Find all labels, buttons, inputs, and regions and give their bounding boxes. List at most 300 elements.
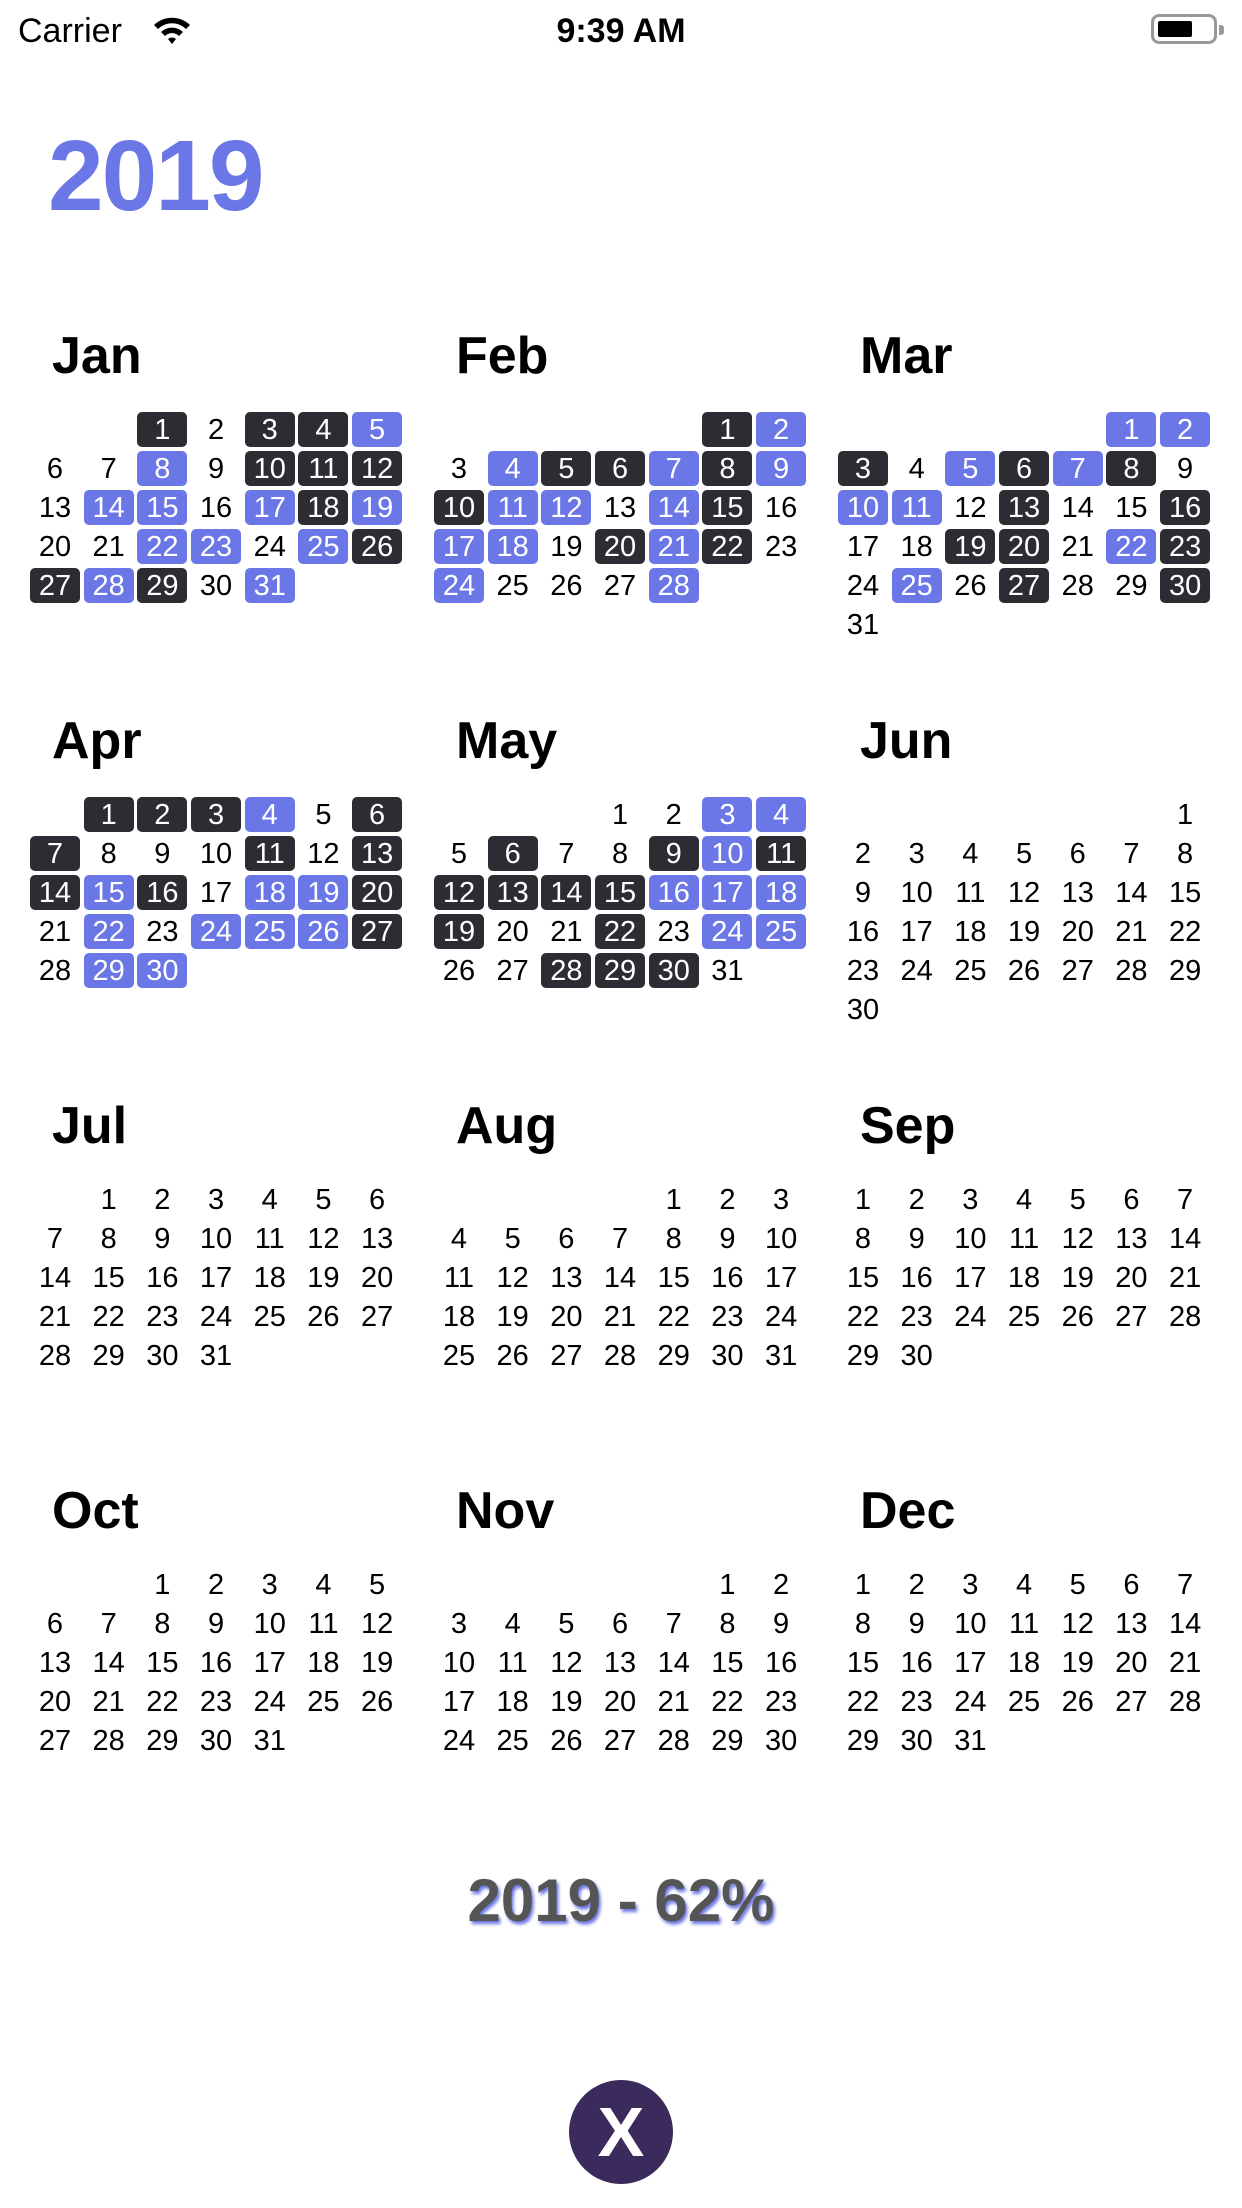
- day-cell[interactable]: 9: [756, 451, 806, 486]
- day-cell[interactable]: 16: [146, 1262, 179, 1294]
- day-cell[interactable]: 28: [1115, 955, 1148, 987]
- day-cell[interactable]: 5: [1069, 1184, 1086, 1216]
- day-cell[interactable]: 22: [595, 914, 645, 949]
- day-cell[interactable]: 16: [199, 492, 233, 524]
- day-cell[interactable]: 23: [900, 1686, 933, 1718]
- day-cell[interactable]: 6: [488, 836, 538, 871]
- day-cell[interactable]: 27: [360, 1301, 394, 1333]
- day-cell[interactable]: 13: [603, 492, 637, 524]
- day-cell[interactable]: 30: [649, 953, 699, 988]
- day-cell[interactable]: 12: [1061, 1223, 1094, 1255]
- day-cell[interactable]: 6: [352, 797, 402, 832]
- day-cell[interactable]: 24: [434, 568, 484, 603]
- day-cell[interactable]: 27: [550, 1340, 583, 1372]
- day-cell[interactable]: 20: [595, 529, 645, 564]
- day-cell[interactable]: 20: [550, 1301, 583, 1333]
- day-cell[interactable]: 29: [92, 1340, 125, 1372]
- day-cell[interactable]: 9: [773, 1608, 790, 1640]
- day-cell[interactable]: 4: [1015, 1569, 1033, 1601]
- day-cell[interactable]: 9: [719, 1223, 736, 1255]
- day-cell[interactable]: 13: [360, 1223, 394, 1255]
- day-cell[interactable]: 4: [756, 797, 806, 832]
- day-cell[interactable]: 11: [443, 1262, 475, 1294]
- day-cell[interactable]: 21: [1168, 1647, 1202, 1679]
- day-cell[interactable]: 23: [846, 955, 880, 987]
- day-cell[interactable]: 17: [764, 1262, 798, 1294]
- day-cell[interactable]: 26: [298, 914, 348, 949]
- day-cell[interactable]: 30: [711, 1340, 744, 1372]
- day-cell[interactable]: 8: [100, 838, 117, 870]
- day-cell[interactable]: 22: [137, 529, 187, 564]
- day-cell[interactable]: 4: [315, 1569, 332, 1601]
- day-cell[interactable]: 1: [100, 1184, 117, 1216]
- day-cell[interactable]: 28: [92, 1725, 125, 1757]
- day-cell[interactable]: 28: [649, 568, 699, 603]
- day-cell[interactable]: 2: [773, 1569, 790, 1601]
- day-cell[interactable]: 1: [154, 1569, 171, 1601]
- day-cell[interactable]: 3: [450, 1608, 468, 1640]
- day-cell[interactable]: 14: [30, 875, 80, 910]
- day-cell[interactable]: 4: [245, 797, 295, 832]
- day-cell[interactable]: 28: [1168, 1301, 1202, 1333]
- day-cell[interactable]: 26: [442, 955, 476, 987]
- day-cell[interactable]: 2: [665, 799, 682, 831]
- day-cell[interactable]: 13: [352, 836, 402, 871]
- day-cell[interactable]: 14: [541, 875, 591, 910]
- day-cell[interactable]: 28: [1061, 570, 1094, 602]
- day-cell[interactable]: 19: [1061, 1262, 1094, 1294]
- day-cell[interactable]: 23: [711, 1301, 744, 1333]
- day-cell[interactable]: 23: [146, 916, 179, 948]
- day-cell[interactable]: 11: [308, 1608, 339, 1640]
- day-cell[interactable]: 6: [595, 451, 645, 486]
- day-cell[interactable]: 19: [1061, 1647, 1094, 1679]
- day-cell[interactable]: 29: [137, 568, 187, 603]
- day-cell[interactable]: 7: [665, 1608, 682, 1640]
- day-cell[interactable]: 14: [84, 490, 134, 525]
- day-cell[interactable]: 8: [1177, 838, 1194, 870]
- day-cell[interactable]: 17: [434, 529, 484, 564]
- day-cell[interactable]: 26: [307, 1301, 340, 1333]
- day-cell[interactable]: 8: [611, 838, 629, 870]
- day-cell[interactable]: 5: [558, 1608, 575, 1640]
- day-cell[interactable]: 11: [892, 490, 942, 525]
- day-cell[interactable]: 18: [298, 490, 348, 525]
- day-cell[interactable]: 24: [764, 1301, 798, 1333]
- day-cell[interactable]: 24: [253, 531, 286, 563]
- day-cell[interactable]: 13: [550, 1262, 583, 1294]
- day-cell[interactable]: 10: [954, 1223, 987, 1255]
- day-cell[interactable]: 27: [38, 1725, 72, 1757]
- day-cell[interactable]: 8: [702, 451, 752, 486]
- day-cell[interactable]: 14: [1168, 1223, 1202, 1255]
- day-cell[interactable]: 16: [137, 875, 187, 910]
- day-cell[interactable]: 10: [702, 836, 752, 871]
- day-cell[interactable]: 17: [900, 916, 933, 948]
- day-cell[interactable]: 17: [199, 877, 233, 909]
- day-cell[interactable]: 15: [846, 1647, 880, 1679]
- day-cell[interactable]: 14: [657, 1647, 690, 1679]
- day-cell[interactable]: 25: [307, 1686, 340, 1718]
- day-cell[interactable]: 6: [999, 451, 1049, 486]
- day-cell[interactable]: 26: [352, 529, 402, 564]
- day-cell[interactable]: 16: [900, 1262, 933, 1294]
- day-cell[interactable]: 11: [298, 451, 348, 486]
- day-cell[interactable]: 23: [191, 529, 241, 564]
- day-cell[interactable]: 7: [1177, 1569, 1194, 1601]
- day-cell[interactable]: 5: [369, 1569, 386, 1601]
- day-cell[interactable]: 1: [854, 1569, 872, 1601]
- day-cell[interactable]: 8: [154, 1608, 171, 1640]
- day-cell[interactable]: 30: [900, 1725, 933, 1757]
- day-cell[interactable]: 17: [702, 875, 752, 910]
- day-cell[interactable]: 14: [649, 490, 699, 525]
- day-cell[interactable]: 4: [488, 451, 538, 486]
- day-cell[interactable]: 15: [1168, 877, 1202, 909]
- day-cell[interactable]: 20: [1115, 1647, 1148, 1679]
- day-cell[interactable]: 23: [764, 1686, 798, 1718]
- day-cell[interactable]: 25: [298, 529, 348, 564]
- day-cell[interactable]: 24: [191, 914, 241, 949]
- day-cell[interactable]: 23: [657, 916, 690, 948]
- day-cell[interactable]: 17: [245, 490, 295, 525]
- day-cell[interactable]: 10: [199, 1223, 233, 1255]
- day-cell[interactable]: 31: [764, 1340, 798, 1372]
- day-cell[interactable]: 9: [854, 877, 872, 909]
- day-cell[interactable]: 11: [254, 1223, 285, 1255]
- day-cell[interactable]: 27: [1115, 1686, 1148, 1718]
- day-cell[interactable]: 26: [1061, 1301, 1094, 1333]
- day-cell[interactable]: 24: [954, 1301, 987, 1333]
- day-cell[interactable]: 22: [84, 914, 134, 949]
- day-cell[interactable]: 26: [550, 1725, 583, 1757]
- day-cell[interactable]: 2: [854, 838, 872, 870]
- day-cell[interactable]: 2: [207, 1569, 225, 1601]
- day-cell[interactable]: 4: [450, 1223, 468, 1255]
- day-cell[interactable]: 3: [702, 797, 752, 832]
- day-cell[interactable]: 31: [954, 1725, 987, 1757]
- day-cell[interactable]: 3: [962, 1569, 979, 1601]
- day-cell[interactable]: 24: [199, 1301, 233, 1333]
- day-cell[interactable]: 26: [550, 570, 583, 602]
- day-cell[interactable]: 18: [1007, 1262, 1041, 1294]
- day-cell[interactable]: 9: [649, 836, 699, 871]
- day-cell[interactable]: 23: [900, 1301, 933, 1333]
- day-cell[interactable]: 30: [846, 994, 880, 1026]
- day-cell[interactable]: 1: [1177, 799, 1194, 831]
- day-cell[interactable]: 14: [1115, 877, 1148, 909]
- day-cell[interactable]: 6: [1123, 1569, 1140, 1601]
- day-cell[interactable]: 19: [945, 529, 995, 564]
- day-cell[interactable]: 8: [665, 1223, 682, 1255]
- day-cell[interactable]: 3: [191, 797, 241, 832]
- day-cell[interactable]: 20: [603, 1686, 637, 1718]
- day-cell[interactable]: 14: [603, 1262, 637, 1294]
- day-cell[interactable]: 8: [719, 1608, 736, 1640]
- day-cell[interactable]: 21: [657, 1686, 690, 1718]
- day-cell[interactable]: 8: [100, 1223, 117, 1255]
- day-cell[interactable]: 19: [298, 875, 348, 910]
- day-cell[interactable]: 9: [908, 1223, 925, 1255]
- day-cell[interactable]: 4: [261, 1184, 278, 1216]
- day-cell[interactable]: 5: [945, 451, 995, 486]
- day-cell[interactable]: 13: [38, 1647, 72, 1679]
- day-cell[interactable]: 6: [369, 1184, 386, 1216]
- day-cell[interactable]: 19: [360, 1647, 394, 1679]
- day-cell[interactable]: 3: [261, 1569, 278, 1601]
- day-cell[interactable]: 12: [307, 1223, 340, 1255]
- day-cell[interactable]: 15: [702, 490, 752, 525]
- day-cell[interactable]: 16: [764, 1647, 798, 1679]
- day-cell[interactable]: 13: [603, 1647, 637, 1679]
- day-cell[interactable]: 15: [84, 875, 134, 910]
- day-cell[interactable]: 17: [442, 1686, 476, 1718]
- day-cell[interactable]: 17: [954, 1262, 987, 1294]
- day-cell[interactable]: 9: [207, 453, 225, 485]
- day-cell[interactable]: 22: [1168, 916, 1202, 948]
- day-cell[interactable]: 24: [702, 914, 752, 949]
- day-cell[interactable]: 18: [488, 529, 538, 564]
- day-cell[interactable]: 24: [442, 1725, 476, 1757]
- day-cell[interactable]: 22: [702, 529, 752, 564]
- day-cell[interactable]: 18: [1007, 1647, 1041, 1679]
- day-cell[interactable]: 3: [245, 412, 295, 447]
- day-cell[interactable]: 15: [846, 1262, 880, 1294]
- day-cell[interactable]: 18: [954, 916, 987, 948]
- day-cell[interactable]: 23: [1160, 529, 1210, 564]
- day-cell[interactable]: 6: [1123, 1184, 1140, 1216]
- day-cell[interactable]: 16: [846, 916, 880, 948]
- day-cell[interactable]: 9: [154, 1223, 171, 1255]
- day-cell[interactable]: 29: [1115, 570, 1148, 602]
- day-cell[interactable]: 21: [649, 529, 699, 564]
- day-cell[interactable]: 26: [1061, 1686, 1094, 1718]
- day-cell[interactable]: 30: [137, 953, 187, 988]
- day-cell[interactable]: 1: [719, 1569, 736, 1601]
- day-cell[interactable]: 25: [1007, 1301, 1041, 1333]
- day-cell[interactable]: 10: [199, 838, 233, 870]
- day-cell[interactable]: 27: [1061, 955, 1094, 987]
- day-cell[interactable]: 20: [38, 1686, 72, 1718]
- day-cell[interactable]: 12: [541, 490, 591, 525]
- day-cell[interactable]: 10: [253, 1608, 286, 1640]
- day-cell[interactable]: 7: [649, 451, 699, 486]
- day-cell[interactable]: 28: [38, 955, 72, 987]
- day-cell[interactable]: 21: [38, 916, 72, 948]
- day-cell[interactable]: 3: [773, 1184, 790, 1216]
- day-cell[interactable]: 2: [154, 1184, 171, 1216]
- day-cell[interactable]: 21: [92, 531, 125, 563]
- day-cell[interactable]: 10: [434, 490, 484, 525]
- day-cell[interactable]: 8: [1106, 451, 1156, 486]
- day-cell[interactable]: 13: [1115, 1608, 1148, 1640]
- day-cell[interactable]: 26: [360, 1686, 394, 1718]
- day-cell[interactable]: 13: [1061, 877, 1094, 909]
- day-cell[interactable]: 14: [38, 1262, 72, 1294]
- day-cell[interactable]: 21: [1168, 1262, 1202, 1294]
- day-cell[interactable]: 24: [253, 1686, 286, 1718]
- day-cell[interactable]: 2: [719, 1184, 736, 1216]
- day-cell[interactable]: 11: [756, 836, 806, 871]
- day-cell[interactable]: 5: [1015, 838, 1033, 870]
- day-cell[interactable]: 1: [137, 412, 187, 447]
- day-cell[interactable]: 30: [146, 1340, 179, 1372]
- day-cell[interactable]: 14: [1168, 1608, 1202, 1640]
- day-cell[interactable]: 27: [496, 955, 529, 987]
- day-cell[interactable]: 28: [1168, 1686, 1202, 1718]
- day-cell[interactable]: 7: [30, 836, 80, 871]
- day-cell[interactable]: 12: [1007, 877, 1041, 909]
- day-cell[interactable]: 6: [46, 453, 64, 485]
- day-cell[interactable]: 6: [1069, 838, 1086, 870]
- day-cell[interactable]: 16: [711, 1262, 744, 1294]
- day-cell[interactable]: 4: [962, 838, 979, 870]
- day-cell[interactable]: 2: [908, 1184, 925, 1216]
- day-cell[interactable]: 27: [30, 568, 80, 603]
- day-cell[interactable]: 10: [900, 877, 933, 909]
- day-cell[interactable]: 8: [854, 1608, 872, 1640]
- day-cell[interactable]: 6: [558, 1223, 575, 1255]
- day-cell[interactable]: 9: [207, 1608, 225, 1640]
- day-cell[interactable]: 5: [315, 799, 332, 831]
- day-cell[interactable]: 29: [84, 953, 134, 988]
- day-cell[interactable]: 31: [199, 1340, 233, 1372]
- day-cell[interactable]: 27: [352, 914, 402, 949]
- day-cell[interactable]: 8: [854, 1223, 872, 1255]
- day-cell[interactable]: 18: [442, 1301, 476, 1333]
- day-cell[interactable]: 3: [450, 453, 468, 485]
- day-cell[interactable]: 2: [207, 414, 225, 446]
- day-cell[interactable]: 22: [146, 1686, 179, 1718]
- day-cell[interactable]: 28: [541, 953, 591, 988]
- day-cell[interactable]: 31: [711, 955, 744, 987]
- day-cell[interactable]: 4: [298, 412, 348, 447]
- day-cell[interactable]: 14: [1061, 492, 1094, 524]
- day-cell[interactable]: 5: [450, 838, 468, 870]
- day-cell[interactable]: 22: [846, 1301, 880, 1333]
- day-cell[interactable]: 11: [245, 836, 295, 871]
- day-cell[interactable]: 22: [92, 1301, 125, 1333]
- day-cell[interactable]: 30: [1160, 568, 1210, 603]
- day-cell[interactable]: 29: [1168, 955, 1202, 987]
- day-cell[interactable]: 28: [38, 1340, 72, 1372]
- day-cell[interactable]: 29: [846, 1725, 880, 1757]
- day-cell[interactable]: 7: [1177, 1184, 1194, 1216]
- day-cell[interactable]: 1: [84, 797, 134, 832]
- day-cell[interactable]: 26: [954, 570, 987, 602]
- day-cell[interactable]: 26: [496, 1340, 529, 1372]
- day-cell[interactable]: 19: [352, 490, 402, 525]
- day-cell[interactable]: 15: [146, 1647, 179, 1679]
- day-cell[interactable]: 15: [595, 875, 645, 910]
- day-cell[interactable]: 18: [245, 875, 295, 910]
- close-button[interactable]: [569, 2080, 673, 2184]
- day-cell[interactable]: 6: [611, 1608, 629, 1640]
- day-cell[interactable]: 20: [38, 531, 72, 563]
- day-cell[interactable]: 29: [657, 1340, 690, 1372]
- day-cell[interactable]: 5: [541, 451, 591, 486]
- day-cell[interactable]: 29: [846, 1340, 880, 1372]
- day-cell[interactable]: 6: [46, 1608, 64, 1640]
- day-cell[interactable]: 15: [657, 1262, 690, 1294]
- day-cell[interactable]: 27: [603, 570, 637, 602]
- day-cell[interactable]: 1: [1106, 412, 1156, 447]
- day-cell[interactable]: 19: [307, 1262, 340, 1294]
- day-cell[interactable]: 21: [92, 1686, 125, 1718]
- day-cell[interactable]: 9: [1177, 453, 1194, 485]
- day-cell[interactable]: 25: [756, 914, 806, 949]
- day-cell[interactable]: 15: [711, 1647, 744, 1679]
- day-cell[interactable]: 16: [649, 875, 699, 910]
- day-cell[interactable]: 24: [954, 1686, 987, 1718]
- day-cell[interactable]: 3: [838, 451, 888, 486]
- day-cell[interactable]: 2: [137, 797, 187, 832]
- day-cell[interactable]: 31: [253, 1725, 286, 1757]
- day-cell[interactable]: 7: [100, 453, 117, 485]
- day-cell[interactable]: 7: [558, 838, 575, 870]
- day-cell[interactable]: 25: [954, 955, 987, 987]
- day-cell[interactable]: 30: [764, 1725, 798, 1757]
- day-cell[interactable]: 20: [496, 916, 529, 948]
- day-cell[interactable]: 19: [1007, 916, 1041, 948]
- day-cell[interactable]: 7: [1123, 838, 1140, 870]
- day-cell[interactable]: 15: [92, 1262, 125, 1294]
- day-cell[interactable]: 30: [199, 1725, 233, 1757]
- day-cell[interactable]: 28: [84, 568, 134, 603]
- day-cell[interactable]: 7: [100, 1608, 117, 1640]
- day-cell[interactable]: 20: [352, 875, 402, 910]
- day-cell[interactable]: 12: [360, 1608, 394, 1640]
- day-cell[interactable]: 22: [657, 1301, 690, 1333]
- day-cell[interactable]: 18: [496, 1686, 529, 1718]
- day-cell[interactable]: 7: [611, 1223, 629, 1255]
- day-cell[interactable]: 31: [245, 568, 295, 603]
- day-cell[interactable]: 25: [1007, 1686, 1041, 1718]
- day-cell[interactable]: 15: [137, 490, 187, 525]
- day-cell[interactable]: 21: [38, 1301, 72, 1333]
- day-cell[interactable]: 5: [315, 1184, 332, 1216]
- day-cell[interactable]: 23: [199, 1686, 233, 1718]
- day-cell[interactable]: 20: [1115, 1262, 1148, 1294]
- day-cell[interactable]: 12: [434, 875, 484, 910]
- day-cell[interactable]: 12: [550, 1647, 583, 1679]
- day-cell[interactable]: 27: [999, 568, 1049, 603]
- day-cell[interactable]: 12: [954, 492, 987, 524]
- day-cell[interactable]: 16: [764, 492, 798, 524]
- day-cell[interactable]: 10: [245, 451, 295, 486]
- day-cell[interactable]: 1: [854, 1184, 872, 1216]
- day-cell[interactable]: 19: [550, 531, 583, 563]
- day-cell[interactable]: 29: [711, 1725, 744, 1757]
- day-cell[interactable]: 13: [1115, 1223, 1148, 1255]
- day-cell[interactable]: 24: [900, 955, 933, 987]
- day-cell[interactable]: 23: [764, 531, 798, 563]
- day-cell[interactable]: 11: [1009, 1223, 1040, 1255]
- day-cell[interactable]: 27: [603, 1725, 637, 1757]
- day-cell[interactable]: 4: [1015, 1184, 1033, 1216]
- day-cell[interactable]: 19: [550, 1686, 583, 1718]
- day-cell[interactable]: 19: [434, 914, 484, 949]
- day-cell[interactable]: 11: [488, 490, 538, 525]
- day-cell[interactable]: 29: [146, 1725, 179, 1757]
- day-cell[interactable]: 9: [154, 838, 171, 870]
- day-cell[interactable]: 13: [488, 875, 538, 910]
- day-cell[interactable]: 25: [496, 1725, 529, 1757]
- day-cell[interactable]: 17: [199, 1262, 233, 1294]
- day-cell[interactable]: 10: [954, 1608, 987, 1640]
- day-cell[interactable]: 29: [595, 953, 645, 988]
- day-cell[interactable]: 1: [665, 1184, 682, 1216]
